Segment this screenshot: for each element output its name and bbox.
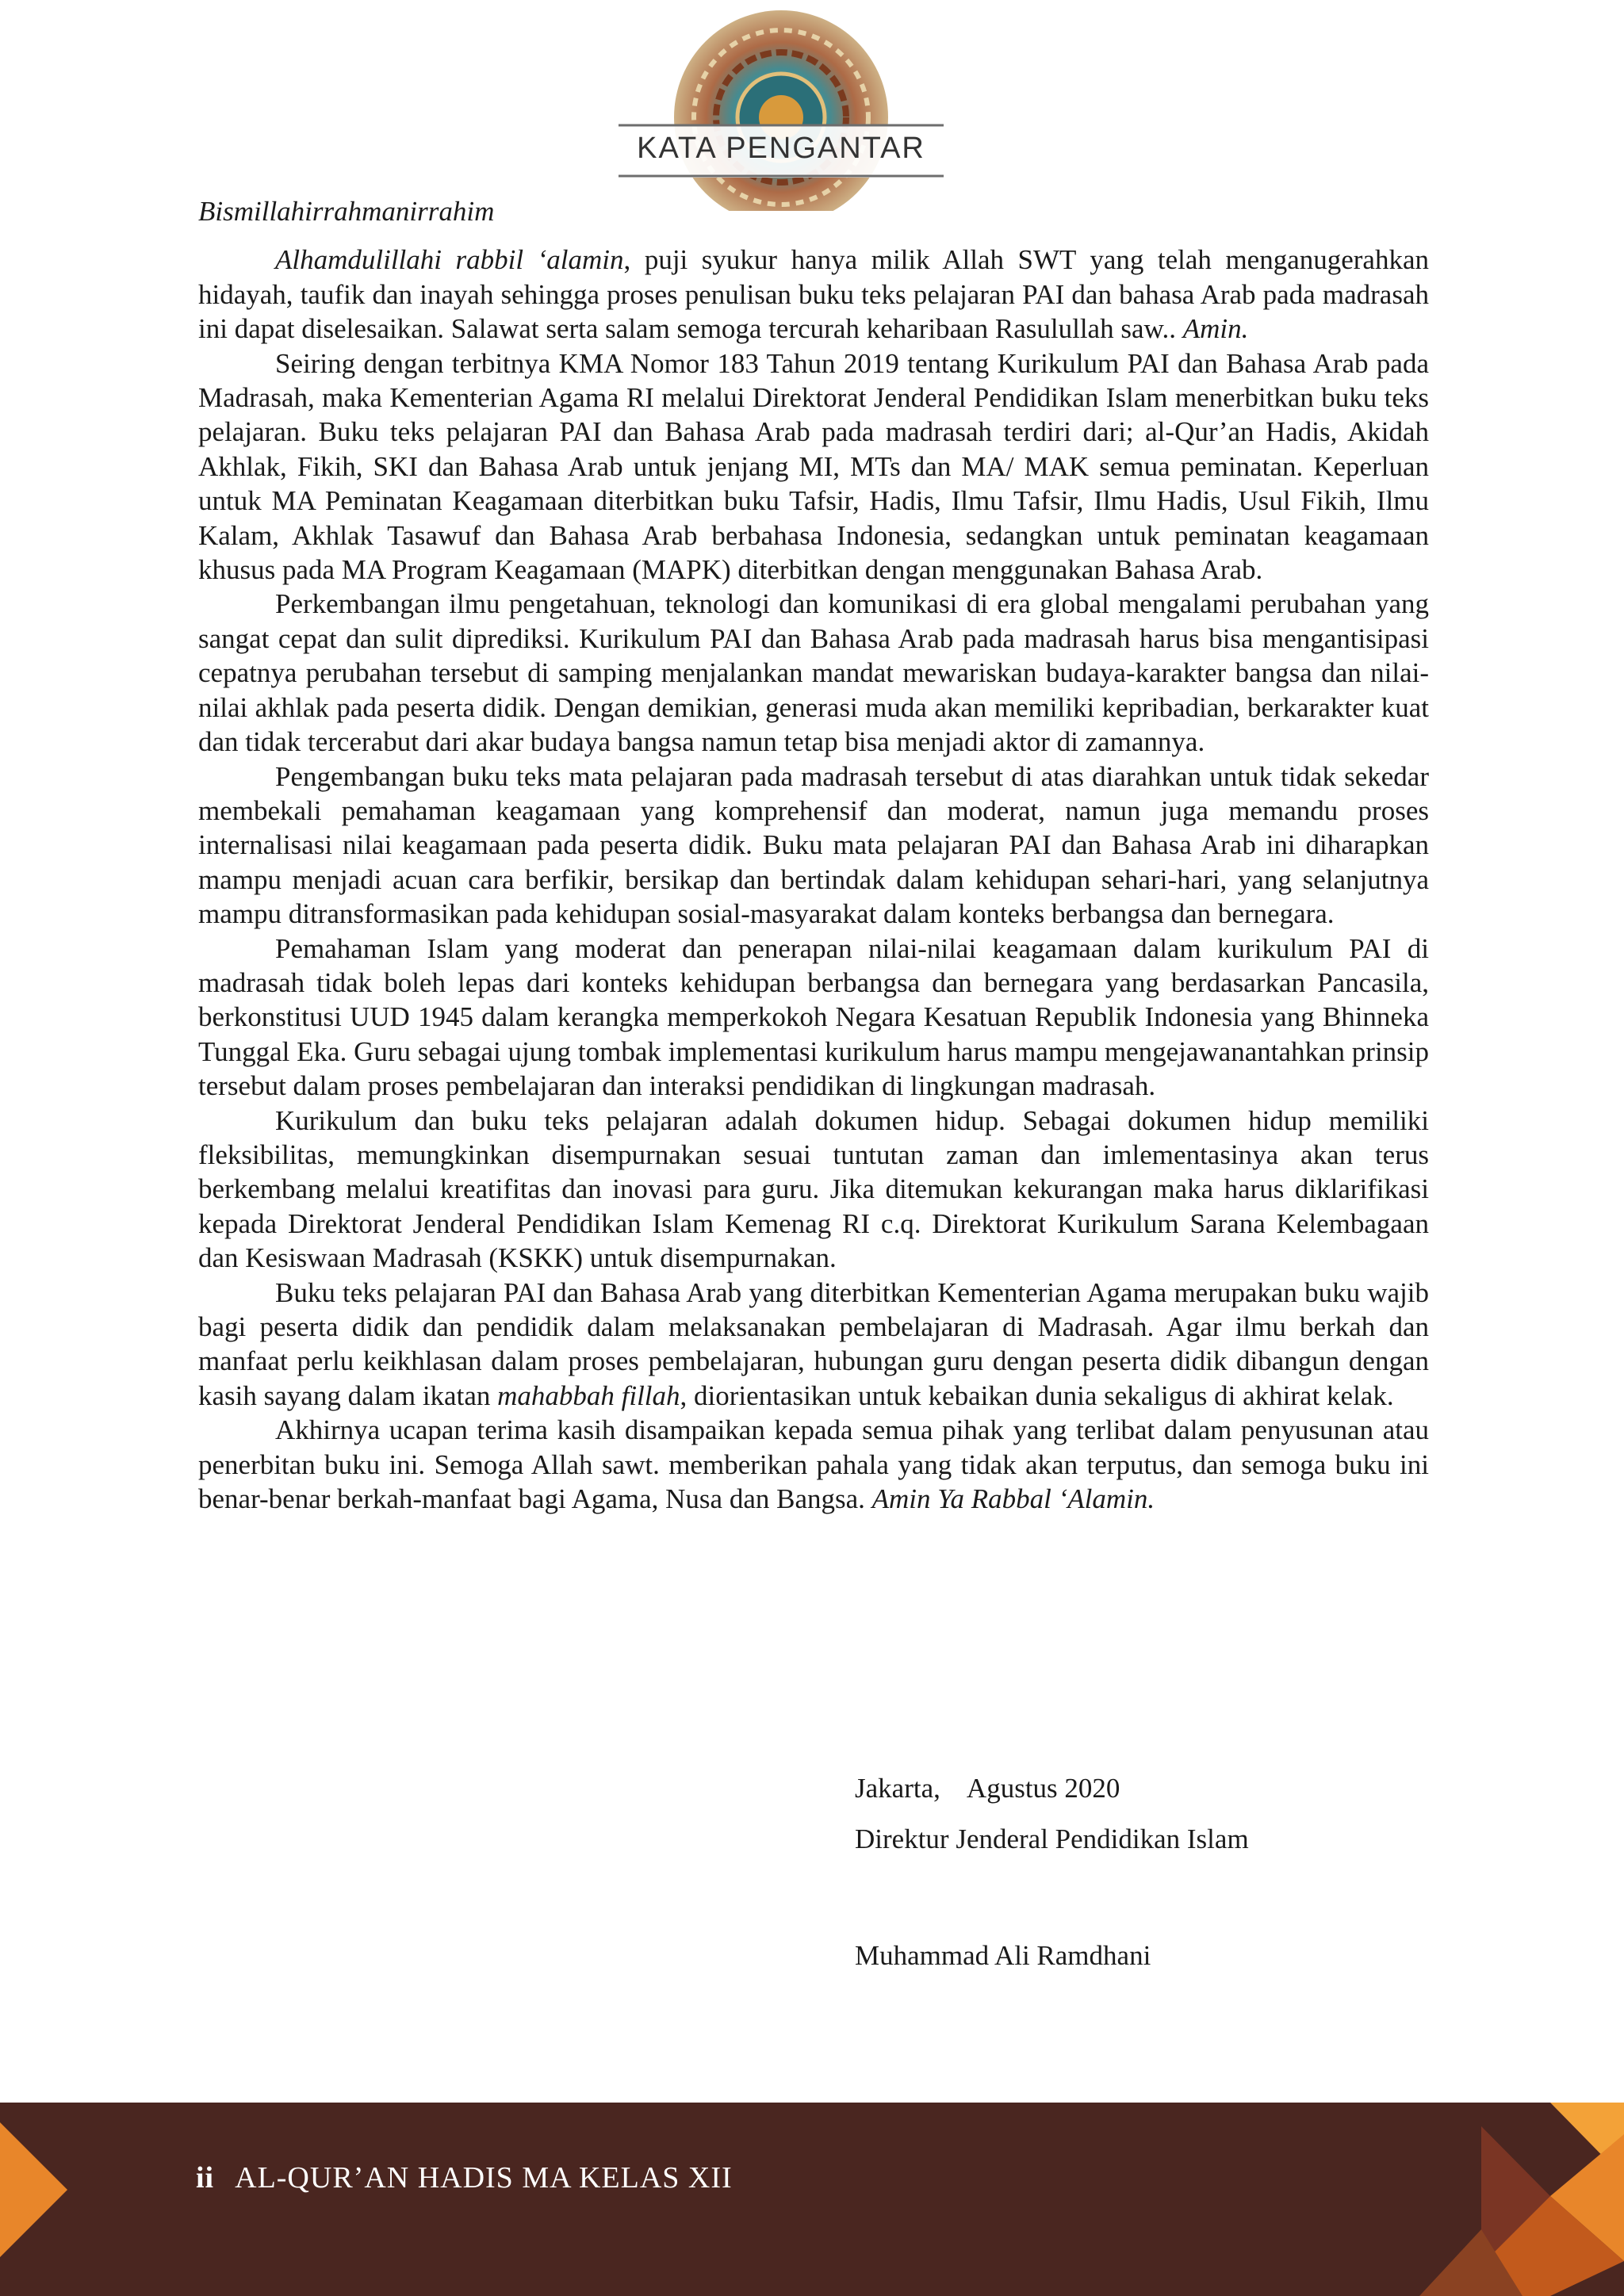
book-title: AL-QUR’AN HADIS MA KELAS XII: [235, 2161, 733, 2195]
page-number: ii: [196, 2161, 215, 2195]
paragraph-8: [198, 1413, 1429, 1516]
mandala-ornament-icon: [603, 6, 959, 211]
signature-block: [855, 1763, 1249, 1981]
footer-caption: [196, 2160, 733, 2195]
foreword-body: [198, 194, 1429, 1516]
paragraph-1: [198, 243, 1429, 346]
signatory-position: Direktur Jenderal Pendidikan Islam: [855, 1823, 1249, 1854]
paragraph-1-text: , puji syukur hanya milik Allah SWT yang telah menganugerahkan hidayah, taufik dan inayah sehingga proses penulisan buku teks pelajaran PAI dan bahasa Arab pada madrasah ini dapat diselesaikan. Salawat serta salam semoga tercurah keharibaan Rasulullah saw..: [198, 244, 1429, 345]
paragraph-7: [198, 1276, 1429, 1414]
paragraph-3: Perkembangan ilmu pengetahuan, teknologi dan komunikasi di era global mengalami perubahan yang sangat cepat dan sulit diprediksi. Kurikulum PAI dan Bahasa Arab pada madrasah harus bisa mengantisipasi cepatnya perubahan tersebut di samping menjalankan mandat mewariskan budaya-karakter bangsa dan nilai-nilai akhlak pada peserta didik. Dengan demikian, generasi muda akan memiliki kepribadian, berkarakter kuat dan tidak tercerabut dari akar budaya bangsa namun tetap bisa menjadi aktor di zamannya.: [198, 588, 1429, 758]
paragraph-8-tail: Amin Ya Rabbal ‘Alamin.: [871, 1483, 1155, 1515]
signatory-name: Muhammad Ali Ramdhani: [855, 1940, 1151, 1971]
paragraph-1-tail: Amin.: [1182, 313, 1249, 345]
footer-triangles-decoration: [0, 2103, 1624, 2296]
paragraph-4: Pengembangan buku teks mata pelajaran pada madrasah tersebut di atas diarahkan untuk tidak sekedar membekali pemahaman keagamaan yang komprehensif dan moderat, namun juga memandu proses internalisasi nilai keagamaan pada peserta didik. Buku mata pelajaran PAI dan Bahasa Arab ini diharapkan mampu menjadi acuan cara berfikir, bersikap dan bertindak dalam kehidupan sehari-hari, yang selanjutnya mampu ditransformasikan pada kehidupan sosial-masyarakat dalam konteks berbangsa dan bernegara.: [198, 760, 1429, 930]
paragraph-1-lead: Alhamdulillahi rabbil ‘alamin: [275, 244, 624, 276]
paragraph-5: Pemahaman Islam yang moderat dan penerapan nilai-nilai keagamaan dalam kurikulum PAI di madrasah tidak boleh lepas dari konteks kehidupan berbangsa dan bernegara yang berdasarkan Pancasila, berkonstitusi UUD 1945 dalam kerangka memperkokoh Negara Kesatuan Republik Indonesia yang Bhinneka Tunggal Eka. Guru sebagai ujung tombak implementasi kurikulum harus mampu mengejawanantahkan prinsip tersebut dalam proses pembelajaran dan interaksi pendidikan di lingkungan madrasah.: [198, 932, 1430, 1102]
place-date: Jakarta, Agustus 2020: [855, 1773, 1120, 1804]
paragraph-7-text-after: , diorientasikan untuk kebaikan dunia sekaligus di akhirat kelak.: [680, 1380, 1394, 1411]
paragraph-7-italic: mahabbah fillah: [497, 1380, 680, 1411]
page-title: KATA PENGANTAR: [637, 132, 925, 165]
opening-line: Bismillahirrahmanirrahim: [198, 196, 495, 227]
paragraph-7-text-before: Buku teks pelajaran PAI dan Bahasa Arab yang diterbitkan Kementerian Agama merupakan buku wajib bagi peserta didik dan pendidik dalam melaksanakan pembelajaran di Madrasah. Agar ilmu berkah dan manfaat perlu keikhlasan dalam proses pembelajaran, hubungan guru dengan peserta didik dibangun dengan kasih sayang dalam ikatan: [198, 1276, 1429, 1411]
paragraph-2: Seiring dengan terbitnya KMA Nomor 183 Tahun 2019 tentang Kurikulum PAI dan Bahasa Arab pada Madrasah, maka Kementerian Agama RI melalui Direktorat Jenderal Pendidikan Islam menerbitkan buku teks pelajaran. Buku teks pelajaran PAI dan Bahasa Arab pada madrasah terdiri dari; al-Qur’an Hadis, Akidah Akhlak, Fikih, SKI dan Bahasa Arab untuk jenjang MI, MTs dan MA/ MAK semua peminatan. Keperluan untuk MA Peminatan Keagamaan diterbitkan buku Tafsir, Hadis, Ilmu Tafsir, Ilmu Hadis, Usul Fikih, Ilmu Kalam, Akhlak Tasawuf dan Bahasa Arab berbahasa Indonesia, sedangkan untuk peminatan keagamaan khusus pada MA Program Keagamaan (MAPK) diterbitkan dengan menggunakan Bahasa Arab.: [198, 347, 1429, 586]
paragraph-6: Kurikulum dan buku teks pelajaran adalah dokumen hidup. Sebagai dokumen hidup memiliki fleksibilitas, memungkinkan disempurnakan sesuai tuntutan zaman dan imlementasinya akan terus berkembang melalui kreatifitas dan inovasi para guru. Jika ditemukan kekurangan maka harus diklarifikasi kepada Direktorat Jenderal Pendidikan Islam Kemenag RI c.q. Direktorat Kurikulum Sarana Kelembagaan dan Kesiswaan Madrasah (KSKK) untuk disempurnakan.: [198, 1104, 1429, 1274]
paragraph-8-text: Akhirnya ucapan terima kasih disampaikan kepada semua pihak yang terlibat dalam penyusunan atau penerbitan buku ini. Semoga Allah sawt. memberikan pahala yang tidak akan terputus, dan semoga buku ini benar-benar berkah-manfaat bagi Agama, Nusa dan Bangsa.: [198, 1414, 1429, 1515]
page-footer: [0, 2103, 1624, 2296]
header-ornament: [603, 6, 959, 211]
